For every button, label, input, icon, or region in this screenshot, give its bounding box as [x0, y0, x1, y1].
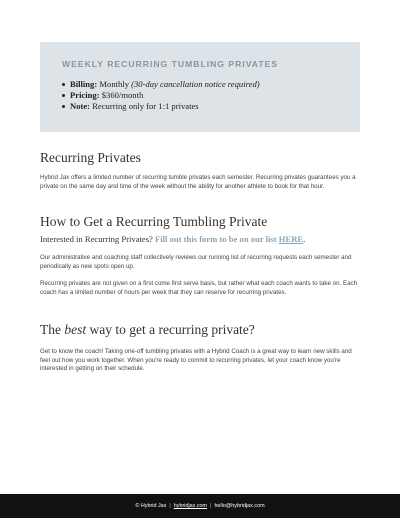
recurring-privates-body: Hybrid Jax offers a limited number of recurring tumble privates each semester. Recurring privates guarantees you a private on the same day and time of the week without the ability for another athlete to book for that hour.	[40, 174, 356, 190]
pricing-label: Pricing:	[70, 90, 100, 100]
best-way-heading	[40, 322, 255, 338]
recurring-privates-heading: Recurring Privates	[40, 150, 141, 165]
review-paragraph: Our administrative and coaching staff collectively reviews our running list of recurring requests each semester and periodically as new spots open up.	[40, 254, 352, 270]
how-to-heading: How to Get a Recurring Tumbling Private	[40, 214, 268, 229]
form-prompt: Fill out this form to be on our list	[155, 234, 279, 244]
footer-copyright: © Hybrid Jax	[135, 503, 167, 509]
footer-separator: |	[169, 503, 171, 509]
best-way-emphasis: best	[64, 322, 87, 337]
best-way-body: Get to know the coach! Taking one-off tumbling privates with a Hybrid Coach is a great way to learn new skills and feel out how you work together. When you're ready to commit to recurring privates, let your coach know you're interested in getting on their schedule.	[40, 348, 352, 373]
interest-text: Interested in Recurring Privates?	[40, 234, 156, 244]
interest-end: .	[303, 234, 306, 244]
form-link[interactable]: HERE	[278, 234, 304, 244]
info-list	[62, 79, 338, 112]
pricing-item	[62, 90, 338, 101]
billing-item	[62, 79, 338, 90]
footer-email[interactable]: hello@hybridjax.com	[214, 503, 265, 509]
best-way-pre: The	[40, 322, 65, 337]
footer-separator: |	[210, 503, 212, 509]
note-label: Note:	[70, 101, 91, 111]
pricing-value: $360/month	[99, 90, 144, 100]
billing-value: Monthly	[97, 79, 132, 89]
billing-label: Billing:	[70, 79, 98, 89]
note-value: Recurring only for 1:1 privates	[90, 101, 199, 111]
interest-line	[40, 234, 305, 244]
note-item	[62, 101, 338, 112]
best-way-post: way to get a recurring private?	[86, 322, 255, 337]
info-box-title: WEEKLY RECURRING TUMBLING PRIVATES	[62, 59, 279, 69]
footer	[0, 494, 400, 518]
pricing-info-box	[40, 42, 360, 132]
coach-hours-paragraph: Recurring privates are not given on a first come first serve basis, but rather what each coach wants to take on. Each coach has a limited number of hours per week that they can reserve for recurring privates.	[40, 280, 358, 296]
billing-note: (30-day cancellation notice required)	[131, 79, 260, 89]
footer-site-link[interactable]: hybridjax.com	[173, 503, 208, 509]
